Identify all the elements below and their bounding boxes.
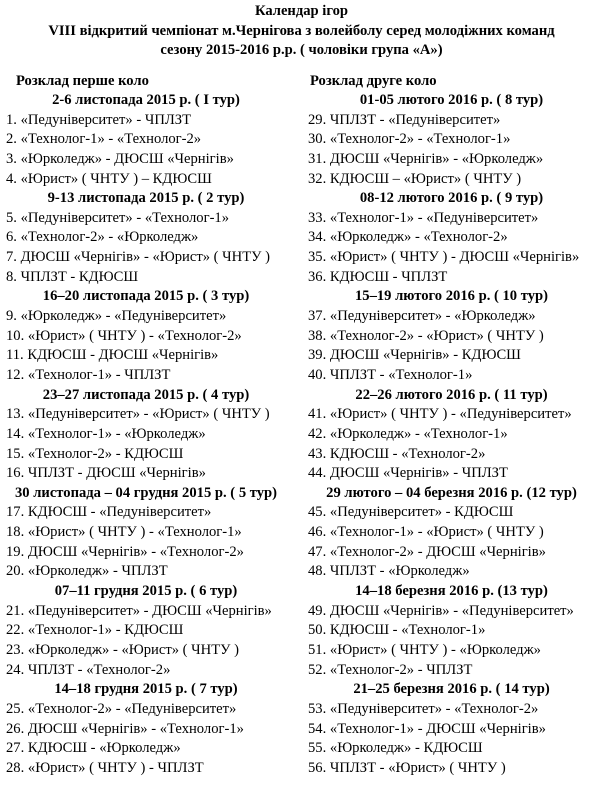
first-circle-rounds [6,91,306,778]
match-row: 8. ЧПЛЗТ - КДЮСШ [6,268,139,285]
match-row: 51. «Юрист» ( ЧНТУ ) - «Юрколедж» [308,641,541,658]
match-row: 38. «Технолог-2» - «Юрист» ( ЧНТУ ) [308,327,544,344]
season-subtitle: сезону 2015-2016 р.р. ( чоловіки група «А») [160,42,443,58]
match-row: 6. «Технолог-2» - «Юрколедж» [6,229,199,246]
match-row: 45. «Педуніверситет» - КДЮСШ [308,504,514,521]
match-row: 40. ЧПЛЗТ - «Технолог-1» [308,366,473,383]
match-row: 44. ДЮСШ «Чернігів» - ЧПЛЗТ [308,465,508,482]
first-circle-title: Розклад перше коло [16,73,149,89]
round-heading: 9-13 листопада 2015 р. ( 2 тур) [47,190,245,207]
second-circle-title: Розклад друге коло [310,73,437,89]
match-row: 26. ДЮСШ «Чернігів» - «Технолог-1» [6,720,244,737]
match-row: 12. «Технолог-1» - ЧПЛЗТ [6,366,171,383]
match-row: 7. ДЮСШ «Чернігів» - «Юрист» ( ЧНТУ ) [6,249,270,266]
match-row: 25. «Технолог-2» - «Педуніверситет» [6,700,237,717]
match-row: 48. ЧПЛЗТ - «Юрколедж» [308,563,470,580]
match-row: 29. ЧПЛЗТ - «Педуніверситет» [308,111,501,128]
match-row: 32. КДЮСШ – «Юрист» ( ЧНТУ ) [308,170,522,187]
round-heading: 29 лютого – 04 березня 2016 р. (12 тур) [326,484,577,501]
match-row: 5. «Педуніверситет» - «Технолог-1» [6,209,230,226]
round-heading: 14–18 грудня 2015 р. ( 7 тур) [54,681,238,698]
match-row: 19. ДЮСШ «Чернігів» - «Технолог-2» [6,543,244,560]
match-row: 3. «Юрколедж» - ДЮСШ «Чернігів» [6,150,234,167]
championship-title: VIII відкритий чемпіонат м.Чернігова з волейболу серед молодіжних команд [48,22,555,39]
round-heading: 01-05 лютого 2016 р. ( 8 тур) [359,92,544,108]
match-row: 41. «Юрист» ( ЧНТУ ) - «Педуніверситет» [308,406,572,423]
round-heading: 07–11 грудня 2015 р. ( 6 тур) [54,583,238,600]
match-row: 23. «Юрколедж» - «Юрист» ( ЧНТУ ) [6,641,239,658]
match-row: 56. ЧПЛЗТ - «Юрист» ( ЧНТУ ) [308,759,506,776]
match-row: 16. ЧПЛЗТ - ДЮСШ «Чернігів» [6,465,206,482]
match-row: 35. «Юрист» ( ЧНТУ ) - ДЮСШ «Чернігів» [308,249,580,266]
round-heading: 16–20 листопада 2015 р. ( 3 тур) [42,288,250,305]
round-heading: 15–19 лютого 2016 р. ( 10 тур) [354,288,548,305]
match-row: 20. «Юрколедж» - ЧПЛЗТ [6,563,168,580]
second-circle-column [306,72,603,778]
match-row: 22. «Технолог-1» - КДЮСШ [6,622,184,639]
match-row: 1. «Педуніверситет» - ЧПЛЗТ [6,111,192,128]
round-heading: 2-6 листопада 2015 р. ( І тур) [52,92,240,108]
match-row: 30. «Технолог-2» - «Технолог-1» [308,131,511,148]
round-heading: 08-12 лютого 2016 р. ( 9 тур) [359,190,544,207]
match-row: 15. «Технолог-2» - КДЮСШ [6,445,184,462]
document-header [0,2,603,61]
match-row: 21. «Педуніверситет» - ДЮСШ «Чернігів» [6,602,272,619]
round-heading: 14–18 березня 2016 р. (13 тур) [355,583,548,600]
match-row: 28. «Юрист» ( ЧНТУ ) - ЧПЛЗТ [6,759,204,776]
match-row: 11. КДЮСШ - ДЮСШ «Чернігів» [6,347,219,364]
match-row: 49. ДЮСШ «Чернігів» - «Педуніверситет» [308,602,574,619]
match-row: 37. «Педуніверситет» - «Юрколедж» [308,308,536,325]
match-row: 14. «Технолог-1» - «Юрколедж» [6,425,206,442]
match-row: 9. «Юрколедж» - «Педуніверситет» [6,308,227,325]
match-row: 50. КДЮСШ - «Технолог-1» [308,622,486,639]
match-row: 46. «Технолог-1» - «Юрист» ( ЧНТУ ) [308,524,544,541]
match-row: 18. «Юрист» ( ЧНТУ ) - «Технолог-1» [6,524,242,541]
match-row: 34. «Юрколедж» - «Технолог-2» [308,229,508,246]
round-heading: 30 листопада – 04 грудня 2015 р. ( 5 тур) [14,484,278,501]
match-row: 2. «Технолог-1» - «Технолог-2» [6,131,202,148]
match-row: 4. «Юрист» ( ЧНТУ ) – КДЮСШ [6,170,212,187]
match-row: 17. КДЮСШ - «Педуніверситет» [6,504,212,521]
match-row: 55. «Юрколедж» - КДЮСШ [308,740,483,757]
match-row: 47. «Технолог-2» - ДЮСШ «Чернігів» [308,543,546,560]
match-row: 27. КДЮСШ - «Юрколедж» [6,740,181,757]
match-row: 42. «Юрколедж» - «Технолог-1» [308,425,508,442]
match-row: 31. ДЮСШ «Чернігів» - «Юрколедж» [308,150,544,167]
match-row: 53. «Педуніверситет» - «Технолог-2» [308,700,539,717]
match-row: 24. ЧПЛЗТ - «Технолог-2» [6,661,171,678]
match-row: 52. «Технолог-2» - ЧПЛЗТ [308,661,473,678]
match-row: 43. КДЮСШ - «Технолог-2» [308,445,486,462]
round-heading: 23–27 листопада 2015 р. ( 4 тур) [42,386,250,403]
first-circle-column [6,72,306,778]
match-row: 10. «Юрист» ( ЧНТУ ) - «Технолог-2» [6,327,242,344]
second-circle-rounds [306,91,603,778]
match-row: 39. ДЮСШ «Чернігів» - КДЮСШ [308,347,521,364]
match-row: 54. «Технолог-1» - ДЮСШ «Чернігів» [308,720,546,737]
match-row: 13. «Педуніверситет» - «Юрист» ( ЧНТУ ) [6,406,270,423]
round-heading: 21–25 березня 2016 р. ( 14 тур) [353,681,550,698]
round-heading: 22–26 лютого 2016 р. ( 11 тур) [355,386,548,403]
calendar-title: Календар ігор [254,3,349,19]
match-row: 36. КДЮСШ - ЧПЛЗТ [308,268,448,285]
match-row: 33. «Технолог-1» - «Педуніверситет» [308,209,539,226]
